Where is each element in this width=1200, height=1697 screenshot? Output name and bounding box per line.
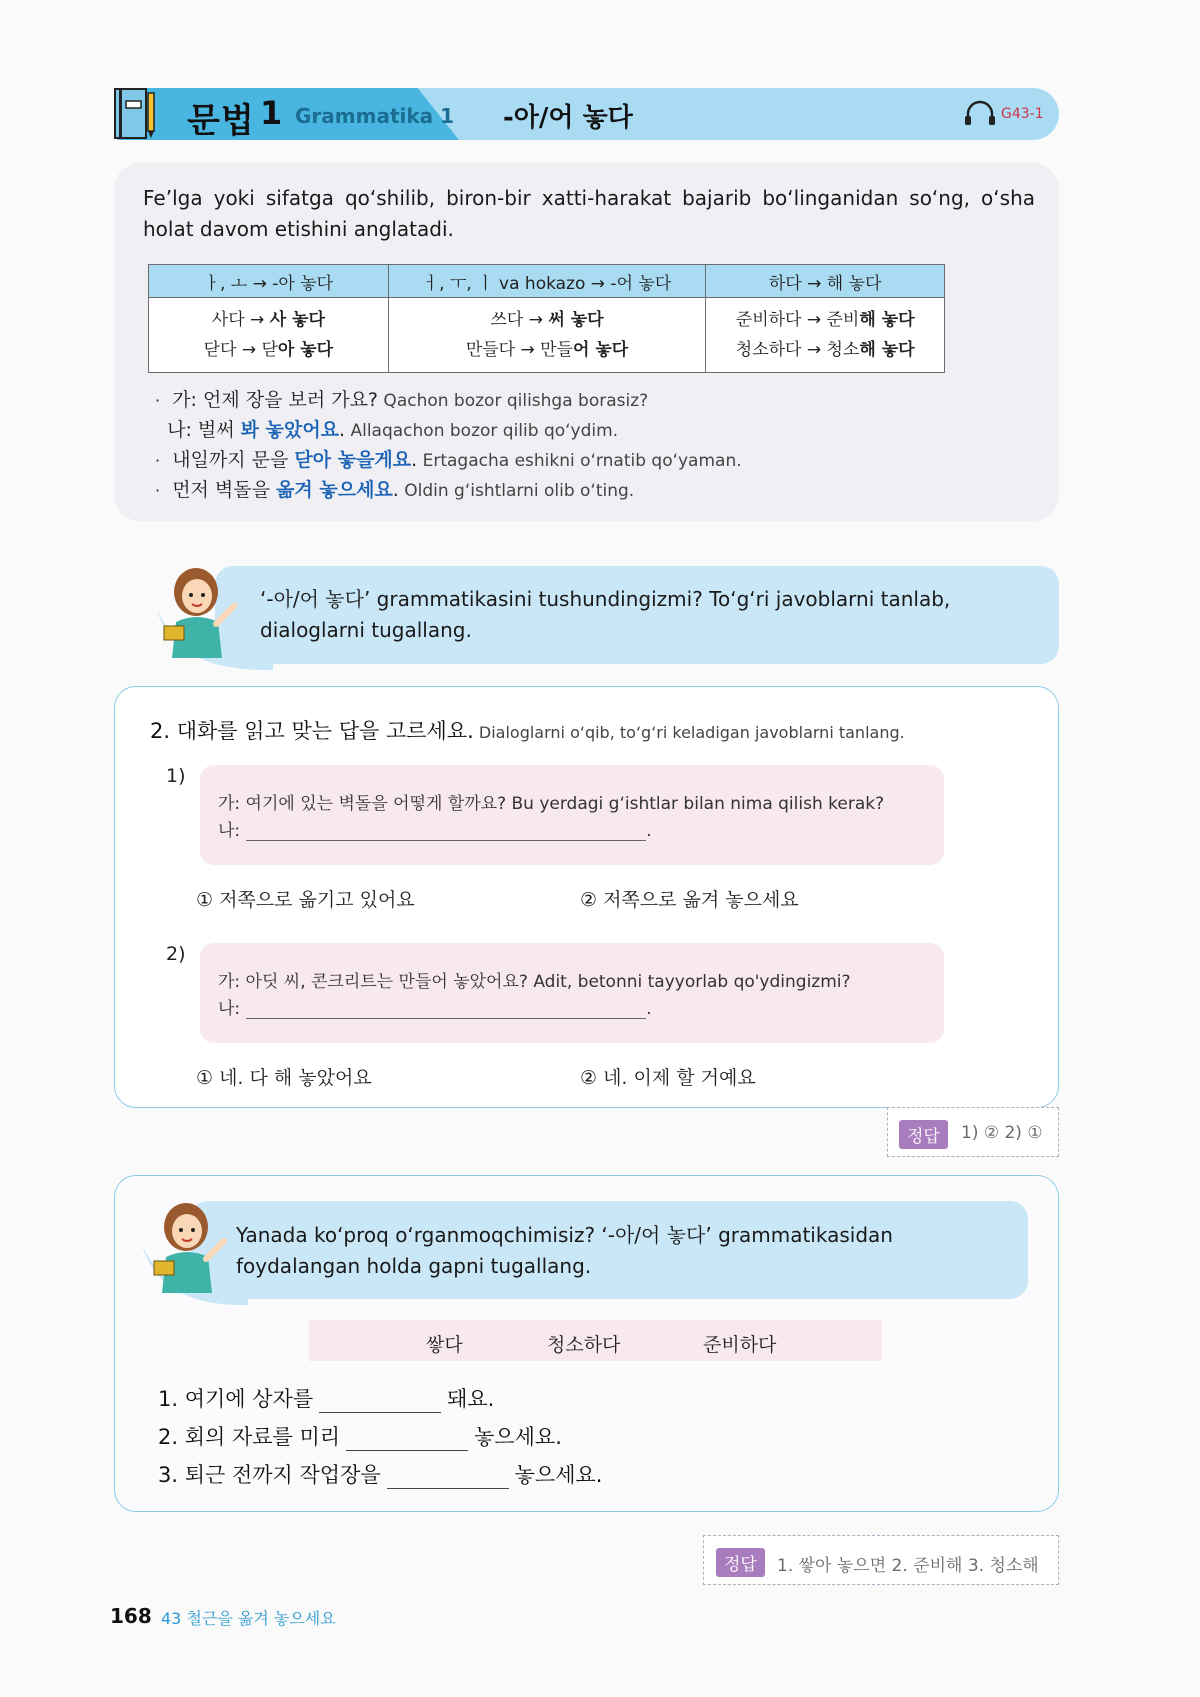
example-translation: Allaqachon bozor qilib qo‘ydim. [345,421,619,441]
sentence-end: 돼요. [447,1387,495,1411]
grammar-title-english: Grammatika 1 [295,104,455,128]
table-cell [706,298,945,373]
practice-sentence [158,1383,494,1413]
example-line [155,445,742,472]
example-period: . [339,419,346,441]
teacher-icon [158,562,242,662]
example-korean: 내일까지 문을 [172,449,295,471]
dialog-box [200,943,944,1043]
sentence-start: 1. 여기에 상자를 [158,1387,314,1411]
conj-result: 해 놓다 [859,340,915,360]
exercise-title-translation: Dialoglarni o‘qib, to‘g‘ri keladigan javoblarni tanlang. [473,723,905,742]
example-korean: 나: 벌써 [167,419,241,441]
answer-blank[interactable] [346,1431,468,1451]
practice-sentence [158,1459,602,1489]
example-translation: Qachon bozor qilishga borasiz? [378,391,649,411]
prompt-text: Yanada ko‘proq o‘rganmoqchimisiz? ‘-아/어 놓다’ grammatikasidan foydalangan holda gapni tugallang. [236,1223,893,1278]
sentence-start: 2. 회의 자료를 미리 [158,1425,341,1449]
conj-result: 해 놓다 [859,310,915,330]
conj-result: 써 놓다 [548,310,604,330]
grammar-title-korean: 문법 [187,101,255,141]
audio-track-code[interactable]: G43-1 [1001,106,1044,122]
choice-option[interactable]: ① 저쪽으로 옮기고 있어요 [196,889,415,911]
example-translation: Ertagacha eshikni o‘rnatib qo‘yaman. [417,451,742,471]
table-header-cell: ㅓ, ㅜ, ㅣ va hokazo → -어 놓다 [388,265,706,298]
period: . [646,821,652,841]
question-number: 2) [166,943,186,965]
answer-text: 1) ② 2) ① [961,1123,1043,1143]
example-translation: Oldin g‘ishtlarni olib o‘ting. [398,481,635,501]
answer-blank[interactable] [246,1001,646,1019]
conj-result: 어 놓다 [572,340,629,360]
example-korean: 가: 언제 장을 보러 가요? [172,389,379,411]
answer-blank[interactable] [246,823,646,841]
conj-result: 사 놓다 [269,310,325,330]
choice-option[interactable]: ① 네. 다 해 놓았어요 [196,1067,372,1089]
bullet: · [155,481,161,500]
dialog-line-b [218,816,652,841]
conj-base: 닫다 → 닫 [203,340,278,360]
conj-base: 만들다 → 만들 [465,340,573,360]
table-header-cell: ㅏ, ㅗ → -아 놓다 [149,265,389,298]
table-cell [388,298,706,373]
grammar-pattern: -아/어 놓다 [503,103,633,133]
conj-base: 사다 → [211,310,270,330]
table-header-row [149,265,945,298]
bullet: · [155,451,161,470]
teacher-icon [148,1197,232,1297]
dialog-line-a: 가: 여기에 있는 벽돌을 어떻게 할까요? Bu yerdagi g‘ishtlar bilan nima qilish kerak? [218,794,885,814]
word-bank-item: 쌓다 [426,1334,463,1356]
prompt-text: ‘-아/어 놓다’ grammatikasini tushundingizmi? To‘g‘ri javoblarni tanlab, dialoglarni tugallang. [260,587,951,642]
example-highlight: 봐 놓았어요 [240,419,340,441]
dialog-line-a: 가: 아딧 씨, 콘크리트는 만들어 놓았어요? Adit, betonni tayyorlab qo'ydingizmi? [218,972,851,992]
speaker-label: 나: [218,821,241,841]
answer-text: 1. 쌓아 놓으면 2. 준비해 3. 청소해 [777,1556,1039,1576]
sentence-end: 놓으세요. [514,1463,603,1487]
conj-base: 쓰다 → [490,310,549,330]
sentence-end: 놓으세요. [474,1425,562,1449]
headphones-icon[interactable] [963,100,997,126]
answer-blank[interactable] [319,1393,441,1413]
dialog-box [200,765,944,865]
answer-blank[interactable] [387,1469,509,1489]
question-number: 1) [166,765,186,787]
example-line [155,415,618,442]
speaker-label: 나: [218,999,241,1019]
example-period: . [392,479,399,501]
conj-base: 준비하다 → 준비 [735,310,860,330]
conjugation-table [148,264,945,373]
period: . [646,999,652,1019]
table-cell [149,298,389,373]
notebook-pencil-icon [114,87,156,140]
choice-option[interactable]: ② 저쪽으로 옮겨 놓으세요 [580,889,799,911]
exercise-title-korean: 2. 대화를 읽고 맞는 답을 고르세요. [150,719,474,743]
example-line [155,475,634,502]
conj-base: 청소하다 → 청소 [735,340,860,360]
practice-sentence [158,1421,562,1451]
grammar-number: 1 [260,94,283,132]
answer-badge: 정답 [716,1548,765,1577]
table-row [149,298,945,373]
example-korean: 먼저 벽돌을 [172,479,277,501]
bullet: · [155,391,161,410]
answer-badge: 정답 [899,1120,948,1149]
choice-option[interactable]: ② 네. 이제 할 거예요 [580,1067,756,1089]
exercise-title [150,715,905,745]
example-line [155,385,648,412]
example-highlight: 옮겨 놓으세요 [276,479,393,501]
sentence-start: 3. 퇴근 전까지 작업장을 [158,1463,381,1487]
table-header-cell: 하다 → 해 놓다 [706,265,945,298]
example-period: . [411,449,418,471]
page-number: 168 [110,1604,152,1628]
explanation-text: Fe’lga yoki sifatga qo‘shilib, biron-bir xatti-harakat bajarib bo‘linganidan so‘ng, o‘sha holat davom etishini anglatadi. [143,186,1035,241]
chapter-title: 43 철근을 옮겨 놓으세요 [161,1609,336,1628]
example-highlight: 닫아 놓을게요 [294,449,412,471]
word-bank-item: 청소하다 [547,1334,621,1356]
conj-result: 아 놓다 [277,340,334,360]
dialog-line-b [218,994,652,1019]
word-bank-item: 준비하다 [703,1334,777,1356]
